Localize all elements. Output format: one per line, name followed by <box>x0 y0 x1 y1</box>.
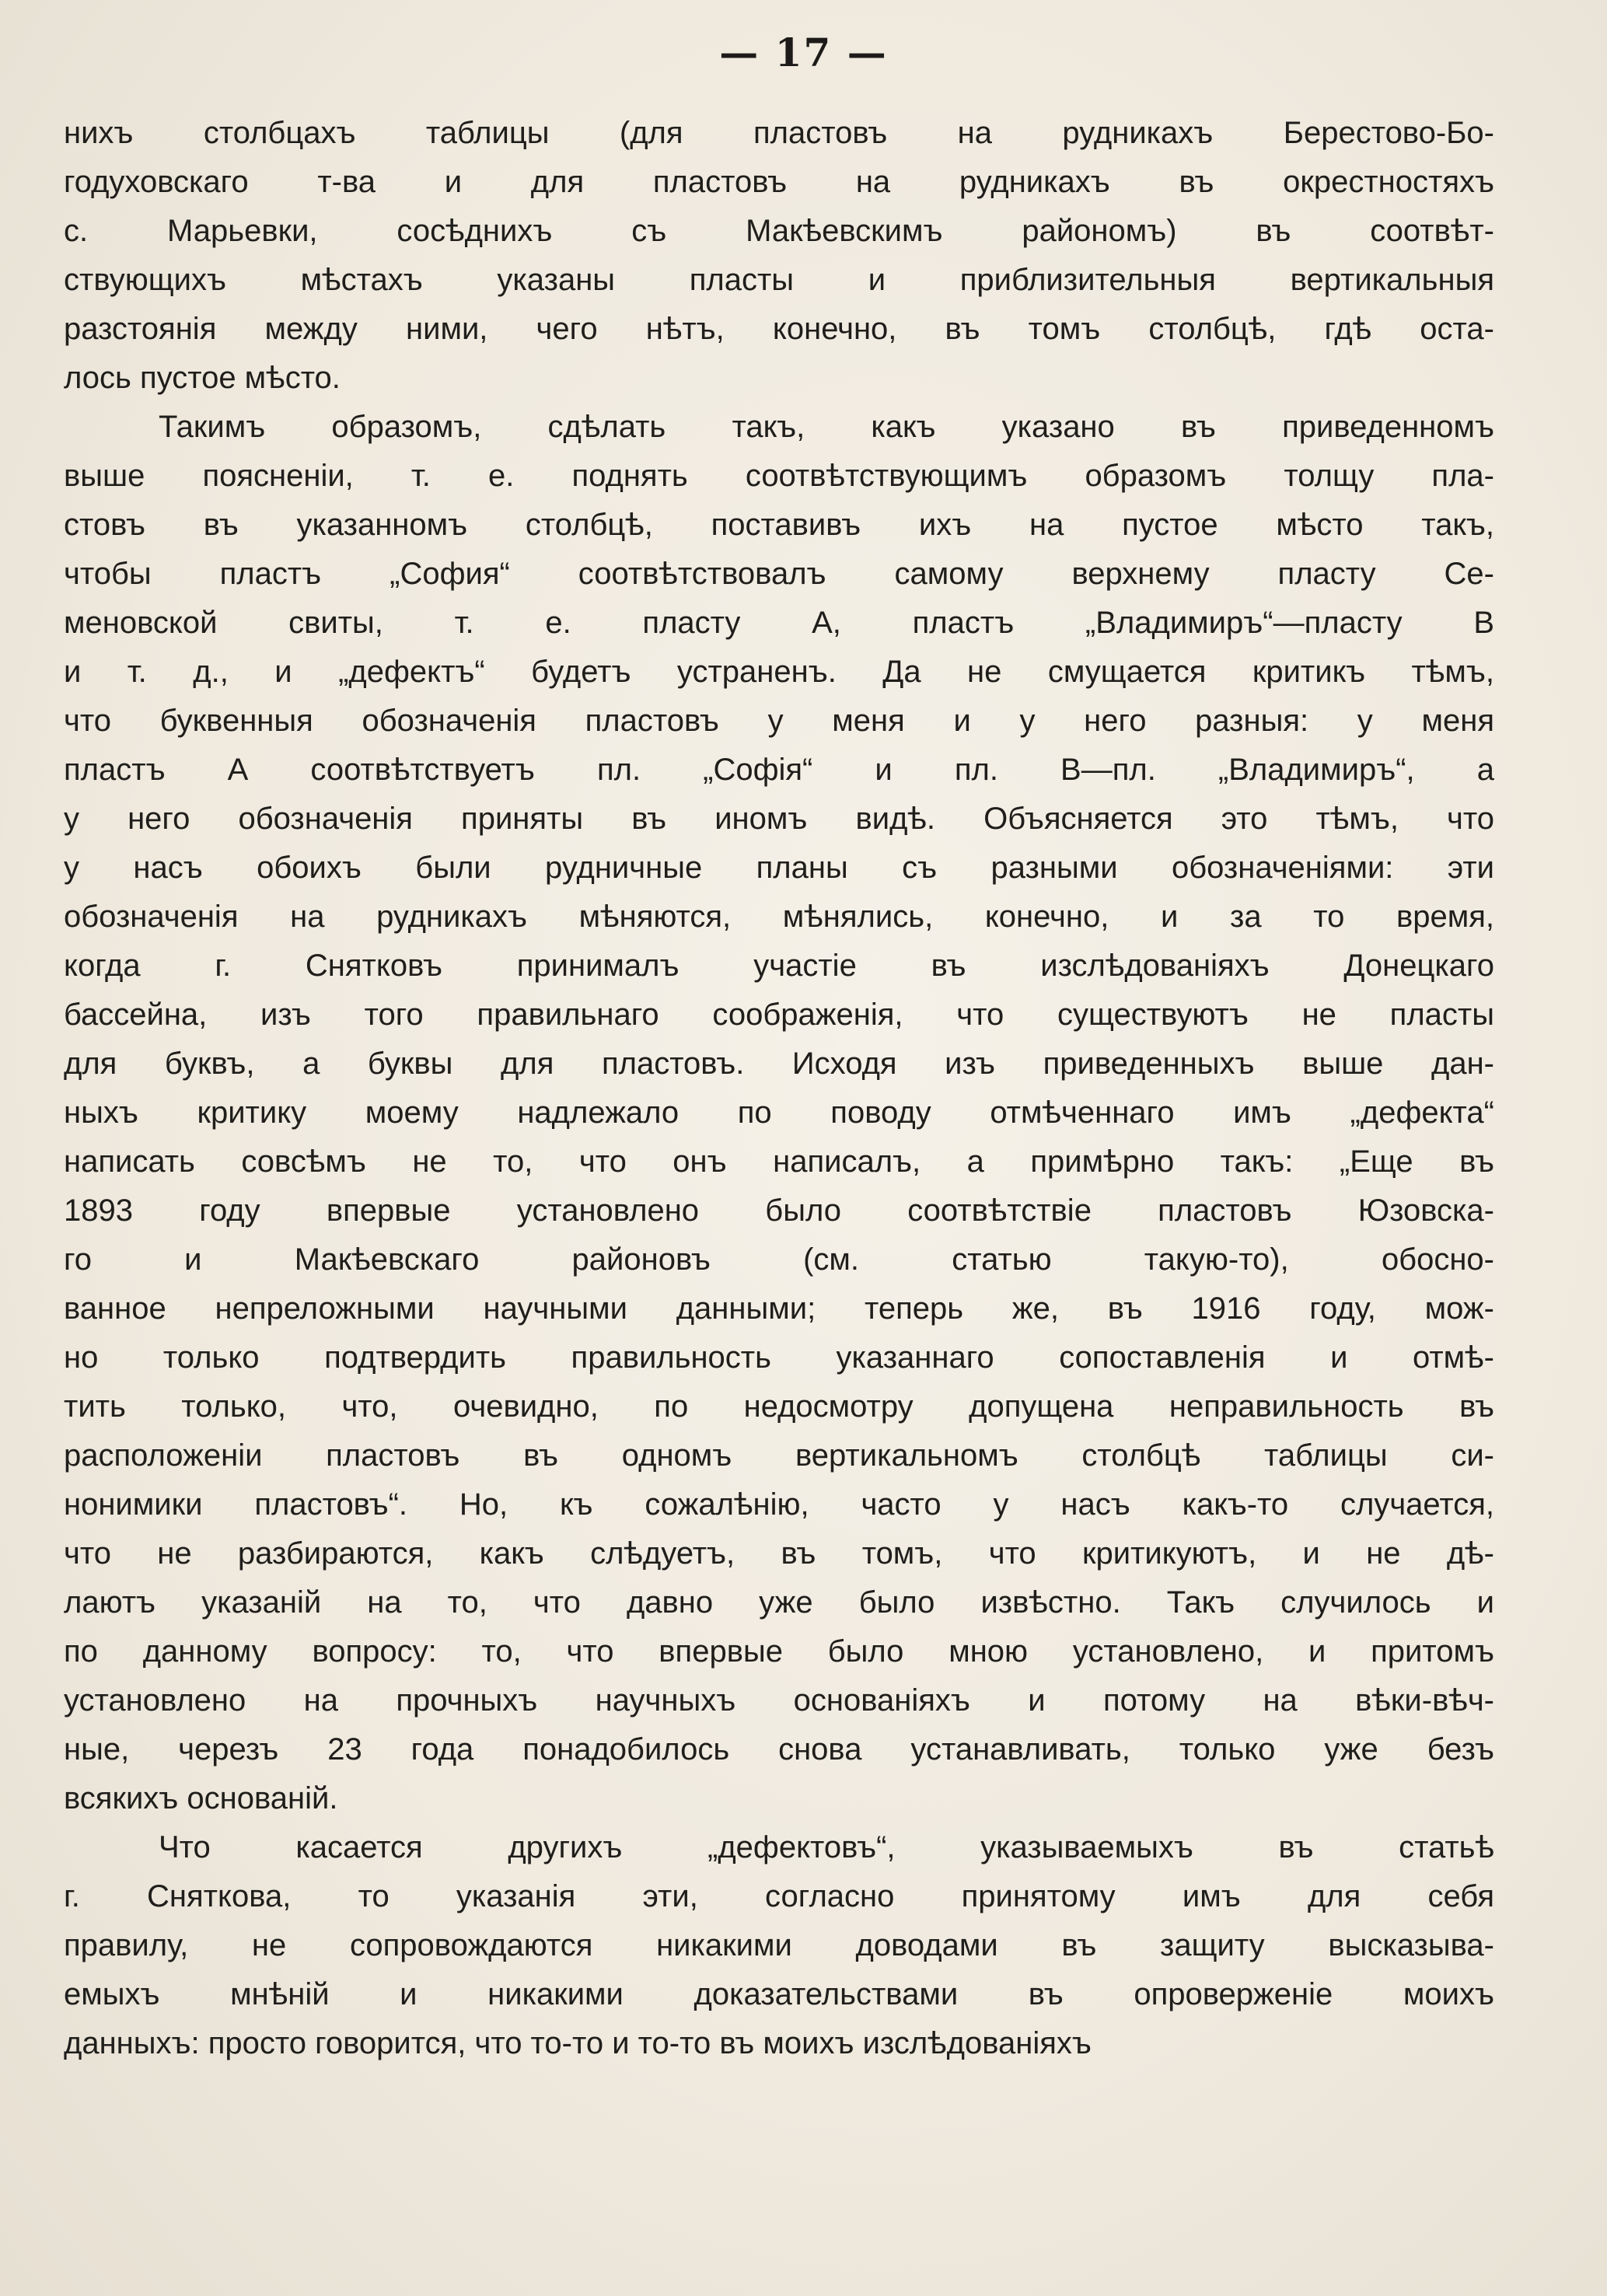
text-line: ныхъ критику моему надлежало по поводу отмѣченнаго имъ „дефекта“ <box>64 1096 1494 1130</box>
text-line: данныхъ: просто говорится, что то-то и то-то въ моихъ изслѣдованіяхъ <box>64 2026 1092 2060</box>
text-line: написать совсѣмъ не то, что онъ написалъ, а примѣрно такъ: „Еще въ <box>64 1145 1494 1179</box>
text-line: емыхъ мнѣній и никакими доказательствами въ опроверженіе моихъ <box>64 1977 1494 2011</box>
text-line: меновской свиты, т. е. пласту А, пластъ „Владимиръ“—пласту В <box>64 606 1494 640</box>
text-line: го и Макѣевскаго районовъ (см. статью такую-то), обосно- <box>64 1242 1494 1277</box>
text-line: лаютъ указаній на то, что давно уже было извѣстно. Такъ случилось и <box>64 1585 1494 1620</box>
text-line: расположеніи пластовъ въ одномъ вертикальномъ столбцѣ таблицы си- <box>64 1438 1494 1473</box>
text-line: у него обозначенія приняты въ иномъ видѣ. Объясняется это тѣмъ, что <box>64 802 1494 836</box>
text-line: ные, черезъ 23 года понадобилось снова устанавливать, только уже безъ <box>64 1732 1494 1767</box>
text-line: нихъ столбцахъ таблицы (для пластовъ на рудникахъ Берестово-Бо- <box>64 116 1494 150</box>
text-line: с. Марьевки, сосѣднихъ съ Макѣевскимъ райономъ) въ соотвѣт- <box>64 214 1494 248</box>
text-line: установлено на прочныхъ научныхъ основаніяхъ и потому на вѣки-вѣч- <box>64 1683 1494 1718</box>
text-line: Такимъ образомъ, сдѣлать такъ, какъ указано въ приведенномъ <box>159 410 1494 444</box>
text-line: выше поясненіи, т. е. поднять соотвѣтствующимъ образомъ толщу пла- <box>64 459 1494 493</box>
text-line: бассейна, изъ того правильнаго соображенія, что существуютъ не пласты <box>64 998 1494 1032</box>
text-line: у насъ обоихъ были рудничные планы съ разными обозначеніями: эти <box>64 851 1494 885</box>
text-line: что не разбираются, какъ слѣдуетъ, въ томъ, что критикуютъ, и не дѣ- <box>64 1536 1494 1571</box>
text-line: пластъ А соотвѣтствуетъ пл. „Софія“ и пл. В—пл. „Владимиръ“, а <box>64 753 1494 787</box>
text-line: Что касается другихъ „дефектовъ“, указываемыхъ въ статьѣ <box>159 1830 1494 1864</box>
text-line: правилу, не сопровождаются никакими доводами въ защиту высказыва- <box>64 1928 1494 1962</box>
text-line: 1893 году впервые установлено было соотвѣтствіе пластовъ Юзовска- <box>64 1193 1494 1228</box>
text-line: лось пустое мѣсто. <box>64 361 341 395</box>
text-line: стовъ въ указанномъ столбцѣ, поставивъ ихъ на пустое мѣсто такъ, <box>64 508 1494 542</box>
text-line: обозначенія на рудникахъ мѣняются, мѣнялись, конечно, и за то время, <box>64 900 1494 934</box>
text-line: ствующихъ мѣстахъ указаны пласты и приблизительныя вертикальныя <box>64 263 1494 297</box>
body-text <box>64 109 1494 2068</box>
text-line: тить только, что, очевидно, по недосмотру допущена неправильность въ <box>64 1389 1494 1424</box>
text-line: годуховскаго т-ва и для пластовъ на рудникахъ въ окрестностяхъ <box>64 165 1494 199</box>
paragraph <box>64 403 1494 1823</box>
paragraph <box>64 109 1494 403</box>
text-line: что буквенныя обозначенія пластовъ у меня и у него разныя: у меня <box>64 704 1494 738</box>
text-line: для буквъ, а буквы для пластовъ. Исходя изъ приведенныхъ выше дан- <box>64 1047 1494 1081</box>
paragraph <box>64 1823 1494 2068</box>
text-line: всякихъ основаній. <box>64 1781 338 1815</box>
text-line: но только подтвердить правильность указаннаго сопоставленія и отмѣ- <box>64 1340 1494 1375</box>
text-line: г. Сняткова, то указанія эти, согласно принятому имъ для себя <box>64 1879 1494 1913</box>
page-number: — 17 — <box>719 30 888 75</box>
text-line: ванное непреложными научными данными; теперь же, въ 1916 году, мож- <box>64 1291 1494 1326</box>
text-line: когда г. Снятковъ принималъ участіе въ изслѣдованіяхъ Донецкаго <box>64 949 1494 983</box>
text-line: чтобы пластъ „София“ соотвѣтствовалъ самому верхнему пласту Се- <box>64 557 1494 591</box>
text-line: по данному вопросу: то, что впервые было мною установлено, и притомъ <box>64 1634 1494 1669</box>
text-line: разстоянія между ними, чего нѣтъ, конечно, въ томъ столбцѣ, гдѣ оста- <box>64 312 1494 346</box>
text-line: и т. д., и „дефектъ“ будетъ устраненъ. Да не смущается критикъ тѣмъ, <box>64 655 1494 689</box>
text-line: нонимики пластовъ“. Но, къ сожалѣнію, часто у насъ какъ-то случается, <box>64 1487 1494 1522</box>
